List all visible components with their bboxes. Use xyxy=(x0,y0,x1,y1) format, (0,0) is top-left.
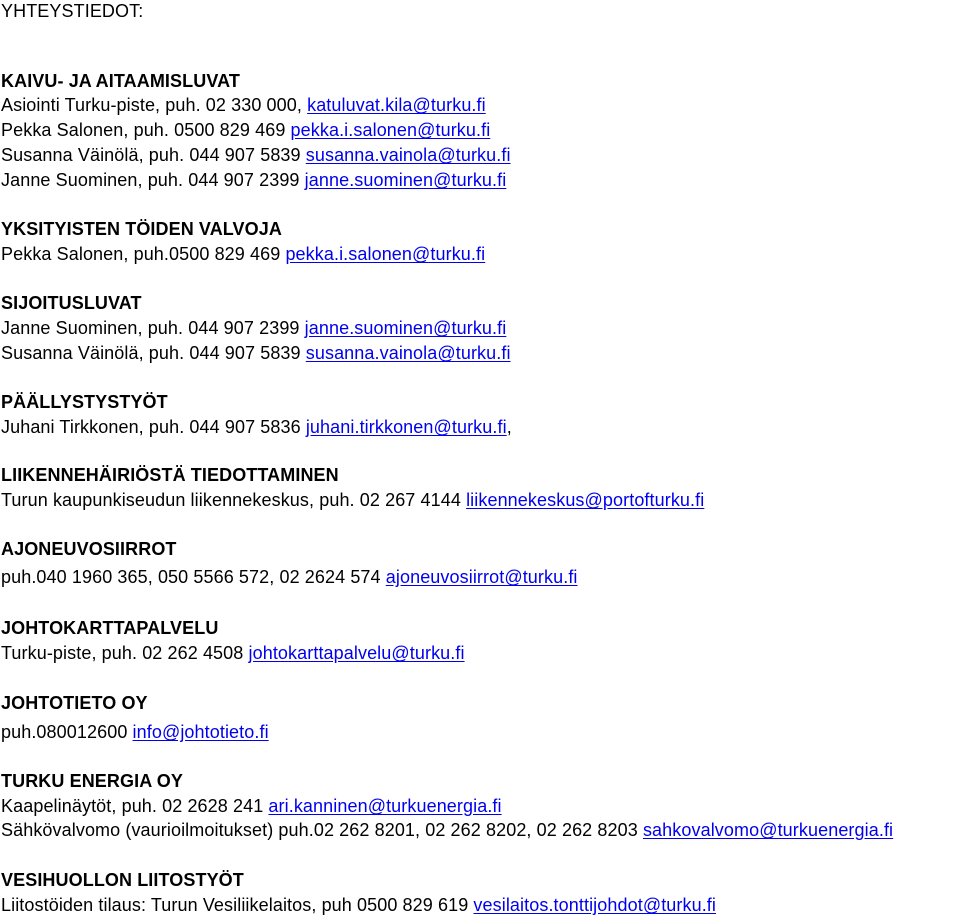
contact-text: Juhani Tirkkonen, puh. 044 907 5836 xyxy=(1,417,306,437)
contact-text: Janne Suominen, puh. 044 907 2399 xyxy=(1,170,305,190)
contact-line xyxy=(1,144,511,166)
contact-text: Turun kaupunkiseudun liikennekeskus, puh. 02 267 4144 xyxy=(1,490,467,510)
contact-line xyxy=(1,342,511,364)
contact-line xyxy=(1,642,465,664)
section-heading-liikennehairio: LIIKENNEHÄIRIÖSTÄ TIEDOTTAMINEN xyxy=(1,465,339,485)
section-heading-johtotieto: JOHTOTIETO OY xyxy=(1,693,148,713)
contact-line xyxy=(1,721,269,743)
contact-text: puh.080012600 xyxy=(1,722,133,742)
email-link[interactable]: info@johtotieto.fi xyxy=(132,722,269,742)
contact-line xyxy=(1,94,486,116)
email-link[interactable]: pekka.i.salonen@turku.fi xyxy=(285,244,486,264)
email-link[interactable]: johtokarttapalvelu@turku.fi xyxy=(248,643,465,663)
section-heading-kaivu: KAIVU- JA AITAAMISLUVAT xyxy=(1,71,240,91)
contact-suffix: , xyxy=(506,417,512,437)
contact-text: Asiointi Turku-piste, puh. 02 330 000, xyxy=(1,95,308,115)
contact-line xyxy=(1,819,893,841)
contact-line xyxy=(1,317,506,339)
email-link[interactable]: sahkovalvomo@turkuenergia.fi xyxy=(642,820,894,840)
section-heading-ajoneuvosiirrot: AJONEUVOSIIRROT xyxy=(1,539,177,559)
contact-line xyxy=(1,795,502,817)
contact-line xyxy=(1,169,506,191)
contact-text: Sähkövalvomo (vaurioilmoitukset) puh.02 262 8201, 02 262 8202, 02 262 8203 xyxy=(1,820,643,840)
contact-text: Susanna Väinölä, puh. 044 907 5839 xyxy=(1,145,306,165)
contact-text: Janne Suominen, puh. 044 907 2399 xyxy=(1,318,305,338)
section-heading-vesihuolto: VESIHUOLLON LIITOSTYÖT xyxy=(1,870,244,890)
email-link[interactable]: ajoneuvosiirrot@turku.fi xyxy=(385,567,578,587)
contact-line xyxy=(1,489,704,511)
email-link[interactable]: juhani.tirkkonen@turku.fi xyxy=(305,417,507,437)
section-heading-turku-energia: TURKU ENERGIA OY xyxy=(1,771,183,791)
section-heading-valvoja: YKSITYISTEN TÖIDEN VALVOJA xyxy=(1,219,282,239)
contact-text: Pekka Salonen, puh.0500 829 469 xyxy=(1,244,286,264)
email-link[interactable]: pekka.i.salonen@turku.fi xyxy=(290,120,491,140)
contact-text: Pekka Salonen, puh. 0500 829 469 xyxy=(1,120,291,140)
contact-text: Turku-piste, puh. 02 262 4508 xyxy=(1,643,249,663)
section-heading-johtokarttapalvelu: JOHTOKARTTAPALVELU xyxy=(1,618,219,638)
contact-line xyxy=(1,243,485,265)
contact-text: puh.040 1960 365, 050 5566 572, 02 2624 574 xyxy=(1,567,386,587)
page-title: YHTEYSTIEDOT: xyxy=(1,1,144,21)
email-link[interactable]: ari.kanninen@turkuenergia.fi xyxy=(268,796,502,816)
email-link[interactable]: janne.suominen@turku.fi xyxy=(304,318,507,338)
email-link[interactable]: susanna.vainola@turku.fi xyxy=(305,145,511,165)
contact-text: Susanna Väinölä, puh. 044 907 5839 xyxy=(1,343,306,363)
contact-text: Kaapelinäytöt, puh. 02 2628 241 xyxy=(1,796,269,816)
section-heading-sijoitusluvat: SIJOITUSLUVAT xyxy=(1,293,142,313)
email-link[interactable]: susanna.vainola@turku.fi xyxy=(305,343,511,363)
email-link[interactable]: vesilaitos.tonttijohdot@turku.fi xyxy=(473,895,717,915)
contact-line xyxy=(1,566,578,588)
email-link[interactable]: katuluvat.kila@turku.fi xyxy=(307,95,486,115)
contact-text: Liitostöiden tilaus: Turun Vesiliikelaitos, puh 0500 829 619 xyxy=(1,895,474,915)
section-heading-paallystystyot: PÄÄLLYSTYSTYÖT xyxy=(1,392,168,412)
contact-line xyxy=(1,416,512,438)
email-link[interactable]: janne.suominen@turku.fi xyxy=(304,170,507,190)
contact-line xyxy=(1,119,490,141)
email-link[interactable]: liikennekeskus@portofturku.fi xyxy=(466,490,705,510)
contact-line xyxy=(1,894,716,916)
